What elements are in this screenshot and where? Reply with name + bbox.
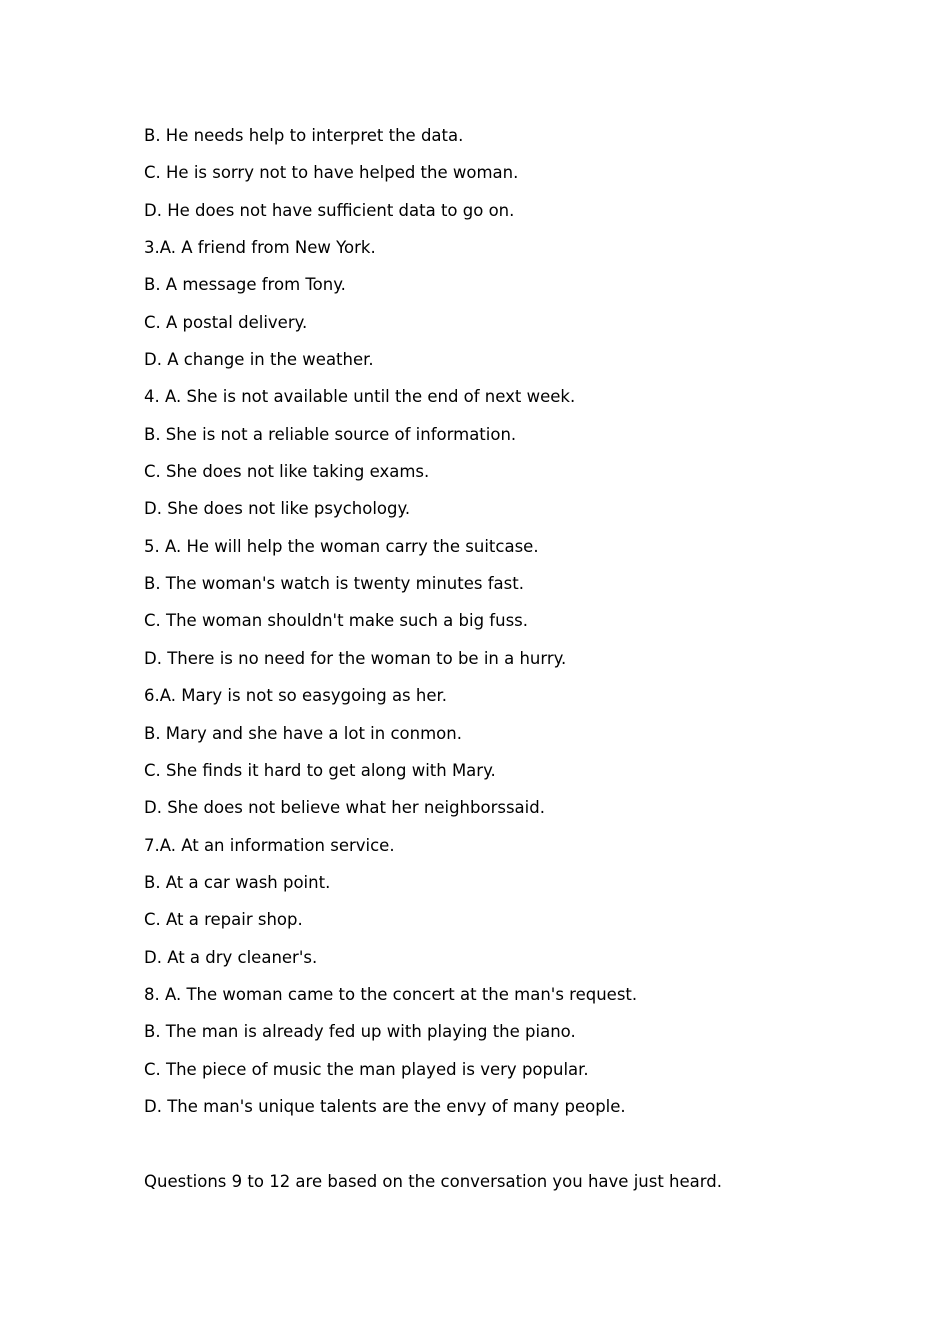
option-line: 6.A. Mary is not so easygoing as her. bbox=[144, 686, 448, 706]
option-line: B. At a car wash point. bbox=[144, 872, 331, 892]
option-line: B. He needs help to interpret the data. bbox=[144, 126, 464, 145]
option-line: C. He is sorry not to have helped the woman. bbox=[144, 163, 519, 183]
option-line: B. She is not a reliable source of information. bbox=[144, 424, 517, 444]
option-line: B. The woman's watch is twenty minutes fast. bbox=[144, 574, 524, 594]
option-line: 4. A. She is not available until the end of next week. bbox=[144, 387, 576, 407]
option-line: D. At a dry cleaner's. bbox=[144, 947, 318, 967]
option-line: C. She does not like taking exams. bbox=[144, 462, 430, 482]
option-line: B. A message from Tony. bbox=[144, 275, 346, 295]
option-line: D. The man's unique talents are the envy of many people. bbox=[144, 1096, 626, 1116]
option-line: D. There is no need for the woman to be in a hurry. bbox=[144, 648, 567, 668]
option-line: C. The piece of music the man played is very popular. bbox=[144, 1059, 589, 1079]
option-line: C. She finds it hard to get along with Mary. bbox=[144, 760, 496, 780]
option-line: 5. A. He will help the woman carry the suitcase. bbox=[144, 536, 539, 556]
option-line: D. A change in the weather. bbox=[144, 350, 374, 370]
section-instruction: Questions 9 to 12 are based on the conversation you have just heard. bbox=[144, 1172, 722, 1191]
option-line: 3.A. A friend from New York. bbox=[144, 238, 376, 258]
option-line: C. The woman shouldn't make such a big fuss. bbox=[144, 611, 529, 631]
option-line: 8. A. The woman came to the concert at the man's request. bbox=[144, 984, 638, 1004]
answer-options bbox=[144, 126, 864, 1134]
option-line: D. She does not believe what her neighborssaid. bbox=[144, 798, 545, 818]
option-line: B. Mary and she have a lot in conmon. bbox=[144, 723, 462, 743]
option-line: 7.A. At an information service. bbox=[144, 835, 395, 855]
option-line: D. She does not like psychology. bbox=[144, 499, 411, 519]
option-line: C. A postal delivery. bbox=[144, 312, 308, 332]
option-line: B. The man is already fed up with playing the piano. bbox=[144, 1022, 576, 1042]
option-line: D. He does not have sufficient data to go on. bbox=[144, 200, 515, 220]
option-line: C. At a repair shop. bbox=[144, 910, 303, 930]
